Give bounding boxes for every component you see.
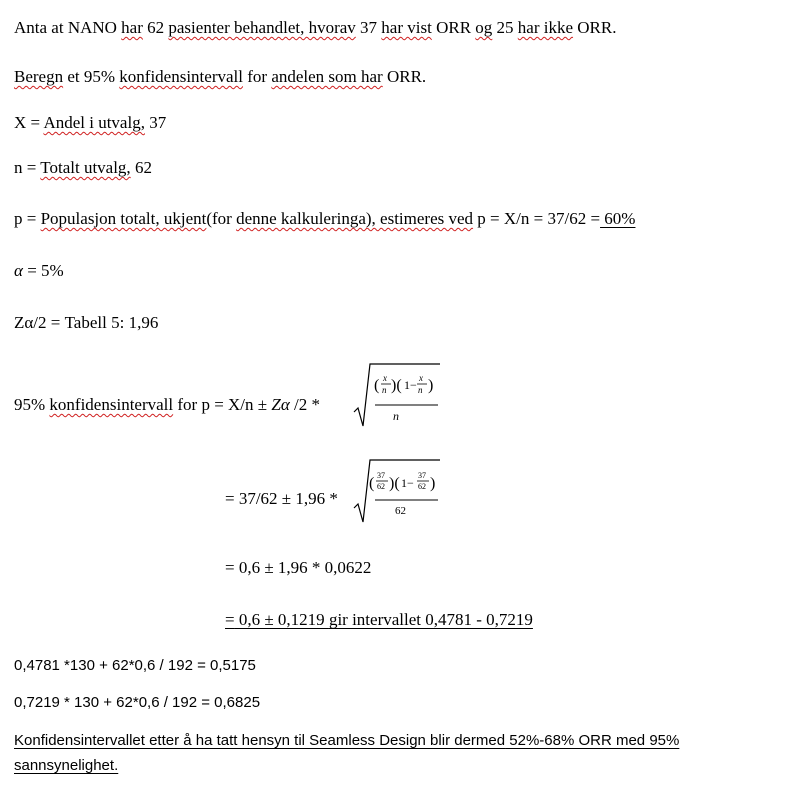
text: konfidensintervall xyxy=(49,395,174,414)
text-line-12 xyxy=(14,655,256,677)
sqrt-symbol-2 xyxy=(352,458,442,526)
text: sannsynelighet. xyxy=(14,757,119,774)
sqrt-symbol-1 xyxy=(352,362,442,430)
svg-text:): ) xyxy=(430,475,436,492)
text: har vist xyxy=(381,18,432,37)
text: 62 xyxy=(418,482,426,491)
text: 0,6 ± 0,1219 xyxy=(234,610,329,629)
text: n xyxy=(393,409,399,423)
text: 1− xyxy=(404,378,417,392)
text-line-4 xyxy=(14,157,152,179)
text: = 37/62 ± 1,96 * xyxy=(225,489,338,508)
text-line-13 xyxy=(14,692,260,714)
text: konfidensintervall xyxy=(119,67,243,86)
text: 62 xyxy=(130,158,152,177)
text: X = xyxy=(14,113,44,132)
text: har ikke xyxy=(517,18,574,37)
text-line-3 xyxy=(14,112,166,134)
svg-text:): ) xyxy=(428,377,434,394)
text: /2 * xyxy=(289,395,320,414)
text: Totalt utvalg, xyxy=(40,158,131,177)
text: p = X/n = 37/62 = xyxy=(473,209,601,228)
formula-line-1 xyxy=(14,394,320,416)
text: 0,4781 - 0,7219 xyxy=(421,610,533,629)
text: 25 xyxy=(492,18,518,37)
text: denne kalkuleringa), estimeres ved xyxy=(236,209,474,228)
text-line-5 xyxy=(14,208,635,230)
text: = xyxy=(225,610,235,629)
formula-line-2 xyxy=(225,488,338,510)
text-line-6 xyxy=(14,260,64,282)
text: n xyxy=(382,385,387,395)
text: n = xyxy=(14,158,41,177)
text: x xyxy=(383,373,387,383)
text: n xyxy=(418,385,423,395)
text: Andel i utvalg, xyxy=(43,113,145,132)
text-line-14 xyxy=(14,730,679,752)
text-line-1 xyxy=(14,17,617,39)
text: 37 xyxy=(377,471,385,480)
svg-text:(: ( xyxy=(374,377,380,394)
text: 62 xyxy=(377,482,385,491)
text: 37 xyxy=(418,471,426,480)
text: 37 xyxy=(144,113,167,132)
text: 62 xyxy=(142,18,169,37)
text: Anta at NANO xyxy=(14,18,122,37)
text: 62 xyxy=(395,505,406,517)
text: 0,4781 *130 + 62*0,6 / 192 = 0,5175 xyxy=(14,657,256,674)
text: Populasjon totalt, ukjent xyxy=(40,209,207,228)
formula-line-4 xyxy=(225,609,533,631)
svg-text:)(: )( xyxy=(391,377,402,394)
text: ORR xyxy=(431,18,476,37)
text-line-2 xyxy=(14,66,426,88)
text: ORR. xyxy=(573,18,617,37)
svg-text:(: ( xyxy=(369,475,375,492)
text: et 95% xyxy=(63,67,120,86)
text: 37 xyxy=(355,18,382,37)
text: (for xyxy=(206,209,237,228)
formula-line-3 xyxy=(225,557,371,579)
text: for xyxy=(242,67,272,86)
text: 1− xyxy=(401,476,414,490)
text: Beregn xyxy=(14,67,64,86)
alpha-symbol: α xyxy=(14,261,23,280)
text-line-7 xyxy=(14,312,158,334)
text: Konfidensintervallet etter å ha tatt hensyn til Seamless Design blir dermed xyxy=(14,732,506,749)
text: andelen som har xyxy=(271,67,383,86)
text: ORR. xyxy=(382,67,427,86)
text: /2 = Tabell 5: 1,96 xyxy=(33,313,159,332)
text-line-15 xyxy=(14,755,118,777)
text: x xyxy=(419,373,423,383)
text: og xyxy=(475,18,493,37)
text: har xyxy=(121,18,143,37)
text: 0,7219 * 130 + 62*0,6 / 192 = 0,6825 xyxy=(14,694,261,711)
text: pasienter behandlet, hvorav xyxy=(168,18,356,37)
text: 95% xyxy=(14,395,50,414)
text: = 5% xyxy=(22,261,64,280)
text: Zα xyxy=(271,395,290,414)
text: 60% xyxy=(600,209,636,228)
text: for p = X/n ± xyxy=(173,395,272,414)
svg-text:)(: )( xyxy=(389,475,400,492)
text: gir intervallet xyxy=(328,610,421,629)
text: p = xyxy=(14,209,41,228)
text: Zα xyxy=(14,313,34,332)
text: 52%-68% ORR med 95% xyxy=(505,732,680,749)
text: = 0,6 ± 1,96 * 0,0622 xyxy=(225,558,372,577)
